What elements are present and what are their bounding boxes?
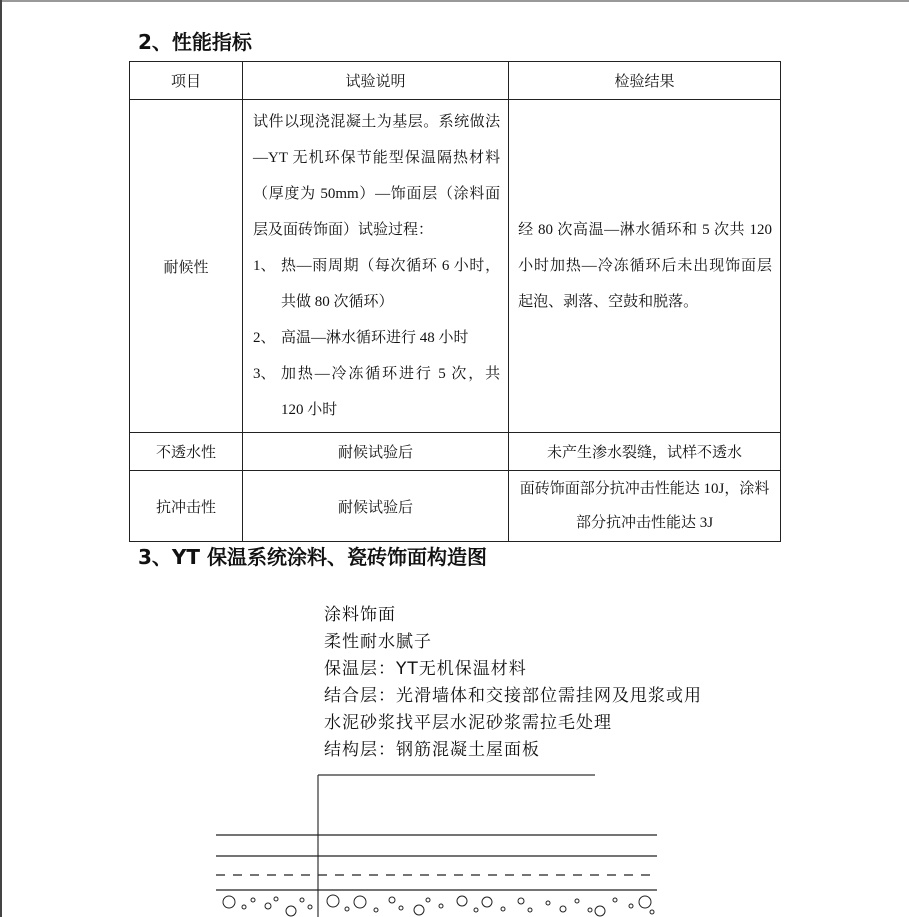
test-step: [253, 356, 500, 428]
description-waterproof: 耐候试验后: [243, 433, 509, 471]
layer-structure-diagram: [0, 760, 909, 917]
result-waterproof: 未产生渗水裂缝，试样不透水: [509, 433, 781, 471]
step-number: 2、: [253, 330, 276, 346]
layer-label-structure: 结构层：钢筋混凝土屋面板: [324, 740, 540, 760]
header-description: 试验说明: [243, 62, 509, 100]
table-row-impact: [130, 471, 781, 542]
item-impact: 抗冲击性: [130, 471, 243, 542]
description-intro: 试件以现浇混凝土为基层。系统做法—YT 无机环保节能型保温隔热材料（厚度为 50mm）—饰面层（涂料面层及面砖饰面）试验过程：: [253, 114, 501, 238]
header-result: 检验结果: [509, 62, 781, 100]
step-number: 3、: [253, 366, 276, 382]
step-text: 高温—淋水循环进行 48 小时: [281, 330, 469, 346]
item-weathering: 耐候性: [130, 100, 243, 433]
step-number: 1、: [253, 258, 276, 274]
step-text: 加热—冷冻循环进行 5 次，共 120 小时: [281, 366, 501, 418]
layer-label-putty: 柔性耐水腻子: [324, 632, 432, 652]
layer-label-insulation: 保温层：YT无机保温材料: [324, 659, 527, 679]
performance-table: [129, 61, 781, 542]
layer-label-bonding: 结合层：光滑墙体和交接部位需挂网及甩浆或用: [324, 686, 702, 706]
layer-label-screed: 水泥砂浆找平层水泥砂浆需拉毛处理: [324, 713, 612, 733]
table-row-waterproof: [130, 433, 781, 471]
section-3-heading: 3、YT 保温系统涂料、瓷砖饰面构造图: [138, 545, 488, 569]
item-waterproof: 不透水性: [130, 433, 243, 471]
table-row-weathering: [130, 100, 781, 433]
layer-label-finish: 涂料饰面: [324, 605, 396, 625]
description-weathering: [243, 100, 509, 433]
test-step: [253, 248, 500, 320]
test-step: [253, 320, 500, 356]
insulation-aggregate-pattern: [223, 895, 654, 916]
step-text: 热—雨周期（每次循环 6 小时，共做 80 次循环）: [281, 258, 501, 310]
layer-label-list: [324, 602, 702, 764]
description-impact: 耐候试验后: [243, 471, 509, 542]
section-2-heading: 2、性能指标: [138, 30, 252, 54]
header-item: 项目: [130, 62, 243, 100]
result-weathering: 经 80 次高温—淋水循环和 5 次共 120 小时加热—冷冻循环后未出现饰面层起泡、剥落、空鼓和脱落。: [509, 100, 781, 433]
result-impact: 面砖饰面部分抗冲击性能达 10J，涂料部分抗冲击性能达 3J: [509, 471, 781, 542]
table-header-row: [130, 62, 781, 100]
page-top-border: [0, 0, 909, 2]
